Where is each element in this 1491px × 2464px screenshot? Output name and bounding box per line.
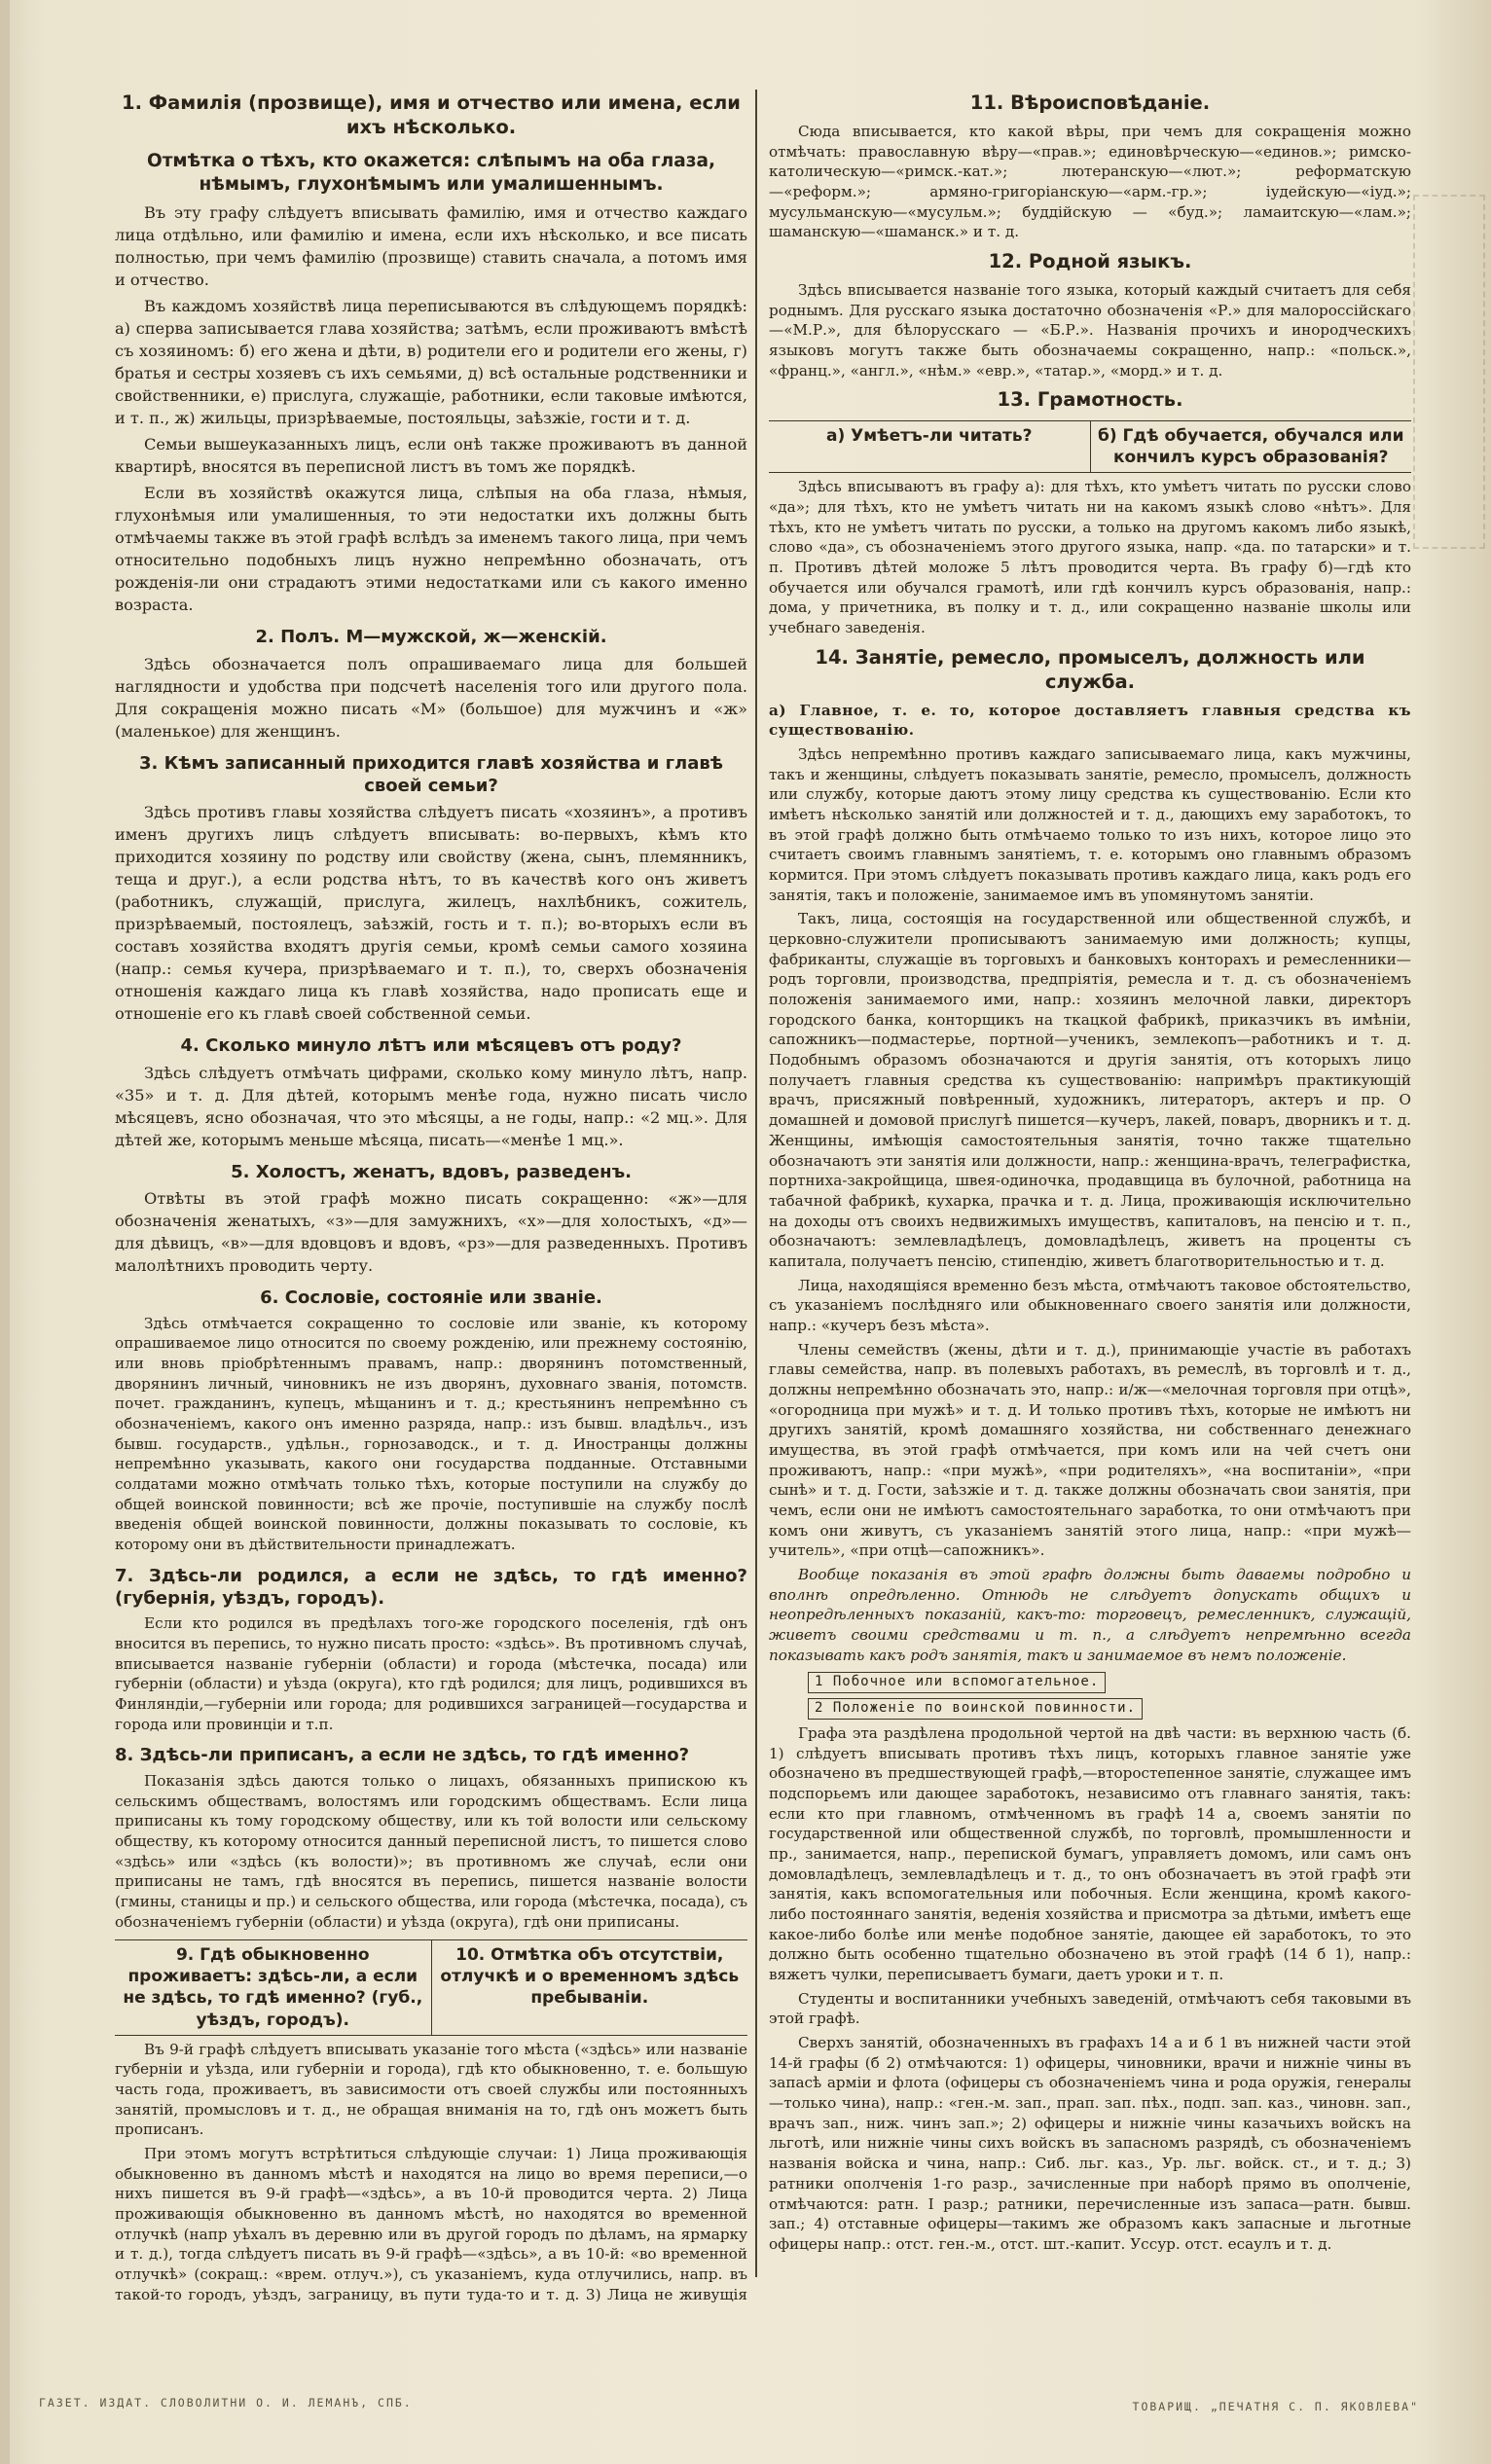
section-14b-headers [808,1669,1411,1720]
section-7-title: 7. Здѣсь-ли родился, а если не здѣсь, то гдѣ именно? (губернія, уѣздъ, городъ). [115,1565,747,1610]
section-4-title: 4. Сколько минуло лѣтъ или мѣсяцевъ отъ роду? [180,1035,682,1057]
section-14a-heading: а) Главное, т. е. то, которое доставляетъ главныя средства къ существованію. [769,701,1411,740]
section-13a-title: а) Умѣетъ-ли читать? [825,426,1033,447]
section-6-paragraph: Здѣсь отмѣчается сокращенно то сословіе или званіе, къ которому опрашиваемое лицо относится по своему рожденію, или прежнему состоянію, или вновь пріобрѣтеннымъ правамъ, напр.: дворянинъ потомственный, дворянинъ личный, чиновникъ не изъ дворянъ, духовнаго званія, потомств. почет. гражданинъ, купецъ, мѣщанинъ и т. д.; крестьянинъ непремѣнно съ обозначеніемъ, какого онъ именно разряда, напр.: изъ бывш. владѣльч., изъ бывш. государств., удѣльн., горнозаводск., и т. д. Иностранцы должны непремѣнно указывать, какого они государства подданные. Отставными солдатами можно отмѣчать только тѣхъ, которые поступили на службу до общей воинской повинности; всѣ же прочіе, поступившіе на службу послѣ введенія общей воинской повинности, должны показывать то сословіе, къ которому они въ дѣйствительности принадлежатъ. [115,1314,747,1553]
section-14b1-heading: 1 Побочное или вспомогательное. [808,1672,1106,1693]
left-column [115,84,747,2302]
section-13-title: 13. Грамотность. [997,388,1183,412]
section-8-title: 8. Здѣсь-ли приписанъ, а если не здѣсь, то гдѣ именно? [115,1745,690,1766]
section-13b-title: б) Гдѣ обучается, обучался или кончилъ курсъ образованія? [1098,426,1404,468]
section-12-title: 12. Родной языкъ. [988,249,1192,272]
archive-stamp-mark [1413,195,1485,549]
section-14b2-heading: 2 Положеніе по воинской повинности. [808,1698,1143,1720]
section-5-title: 5. Холостъ, женатъ, вдовъ, разведенъ. [231,1161,632,1182]
section-1-subtitle: Отмѣтка о тѣхъ, кто окажется: слѣпымъ на оба глаза, нѣмымъ, глухонѣмымъ или умалишеннымъ. [146,150,716,195]
section-14-paragraph: Вообще показанія въ этой графѣ должны быть даваемы подробно и вполнѣ опредѣленно. Отнюдь не слѣдуетъ допускать общихъ и неопредѣленныхъ показаній, какъ-то: торговецъ, ремесленникъ, служащій, живетъ своими средствами и т. п., а слѣдуетъ непремѣнно всегда показывать какъ родъ занятія, такъ и занимаемое въ немъ положеніе. [769,1565,1411,1664]
section-1-paragraph: Въ каждомъ хозяйствѣ лица переписываются въ слѣдующемъ порядкѣ: а) сперва записывается глава хозяйства; затѣмъ, если проживаютъ вмѣстѣ съ хозяиномъ: б) его жена и дѣти, в) родители его и родители его жены, г) братья и сестры хозяевъ съ ихъ семьями, д) всѣ остальные родственники и свойственники, е) прислуга, служащіе, работники, если таковые имѣются, и т. п., ж) жильцы, призрѣваемые, постояльцы, заѣзжіе, гости и т. д. [115,297,747,428]
section-10-title: 10. Отмѣтка объ отсутствіи, отлучкѣ и о временномъ здѣсь пребываніи. [440,1945,740,2009]
section-7-paragraph: Если кто родился въ предѣлахъ того-же городского поселенія, гдѣ онъ вносится въ перепись, то нужно писать просто: «здѣсь». Въ противномъ случаѣ, вписывается названіе губерніи (области) и города (мѣстечка, посада) или губерніи (области) и уѣзда (округа), кто гдѣ родился; для лицъ, родившихся въ Финляндіи,—губерніи или города; для родившихся заграницей—государства и города или провинціи и т.п. [115,1614,747,1733]
printer-imprint-right: ТОВАРИЩ. „ПЕЧАТНЯ С. П. ЯКОВЛЕВА" [1132,2400,1419,2413]
section-14-paragraph: Члены семействъ (жены, дѣти и т. д.), принимающіе участіе въ работахъ главы семейства, напр. въ полевыхъ работахъ, въ ремеслѣ, въ торговлѣ и т. д., должны непремѣнно обозначать это, напр.: и/ж—«мелочная торговля при отцѣ», «огородница при мужѣ» и т. д. И только противъ тѣхъ, которые не имѣютъ ни другихъ занятій, кромѣ домашняго хозяйства, ни собственнаго денежнаго имущества, въ этой графѣ отмѣчается, при комъ или на чей счетъ они проживаютъ, напр.: «при мужѣ», «при родителяхъ», «на воспитаніи», «при сынѣ» и т. д. Гости, заѣзжіе и т. д. также должны обозначать свои занятія, при чемъ, если они не имѣютъ самостоятельнаго заработка, то они отмѣчаютъ при комъ они живутъ, съ указаніемъ занятій этого лица, напр.: «при мужѣ—учитель», «при отцѣ—сапожникъ». [769,1340,1411,1560]
printer-imprint-left: ГАЗЕТ. ИЗДАТ. СЛОВОЛИТНИ О. И. ЛЕМАНЪ, СПБ. [39,2396,413,2410]
section-3-title: 3. Кѣмъ записанный приходится главѣ хозяйства и главѣ своей семьи? [139,752,723,797]
section-14-paragraph: Графа эта раздѣлена продольной чертой на двѣ части: въ верхнюю часть (б. 1) слѣдуетъ вписывать противъ тѣхъ лицъ, которыхъ главное занятіе уже обозначено въ предшествующей графѣ,—второстепенное занятіе, служащее имъ подспорьемъ или дающее заработокъ, независимо отъ главнаго занятія, такъ: если кто при главномъ, отмѣченномъ въ графѣ 14 а, своемъ занятіи по государственной или общественной службѣ, по торговлѣ, промышленности и пр., занимается, напр., перепиской бумагъ, управляетъ домомъ, или самъ онъ домовладѣлецъ, землевладѣлецъ и т. д., то онъ обозначаетъ въ этой графѣ эти занятія, какъ вспомогательныя или побочныя. Если женщина, кромѣ какого-либо постояннаго занятія, веденія хозяйства и присмотра за дѣтьми, имѣетъ еще какое-либо болѣе или менѣе подобное занятіе, дающее ей заработокъ, то это должно быть особенно тщательно обозначено въ этой графѣ (14 б 1), напр.: вяжетъ чулки, переписываетъ бумаги, даетъ уроки и т. п. [769,1724,1411,1984]
section-6-title: 6. Сословіе, состояніе или званіе. [260,1287,602,1309]
section-14-paragraph: Студенты и воспитанники учебныхъ заведеній, отмѣчаютъ себя таковыми въ этой графѣ. [769,1989,1411,2028]
section-1-paragraph: Если въ хозяйствѣ окажутся лица, слѣпыя на оба глаза, нѣмыя, глухонѣмыя или умалишенныя, то эти недостатки ихъ должны быть отмѣчаемы также въ этой графѣ вслѣдъ за именемъ такого лица, при чемъ относительно подобныхъ лицъ нужно непремѣнно обозначать, отъ рожденія-ли они страдаютъ этими недостатками или съ какого именно возраста. [115,484,747,615]
section-14-paragraph: Здѣсь непремѣнно противъ каждаго записываемаго лица, какъ мужчины, такъ и женщины, слѣдуетъ показывать занятіе, ремесло, промыселъ, должность или службу, которые даютъ этому лицу средства къ существованію. Если кто имѣетъ нѣсколько занятій или должностей и т. д., дающихъ ему заработокъ, то въ этой графѣ должно быть отмѣчаемо только то изъ нихъ, которое лицо это считаетъ своимъ главнымъ занятіемъ, т. е. которымъ оно главнымъ образомъ кормится. При этомъ слѣдуетъ показывать противъ каждаго лица, какъ родъ его занятія, такъ и положеніе, занимаемое имъ въ упомянутомъ занятіи. [769,745,1411,904]
paper-edge [0,0,10,2464]
section-11-title: 11. Вѣроисповѣданіе. [969,91,1211,114]
sections-9-10-header [115,1939,747,2035]
section-2-paragraph: Здѣсь обозначается полъ опрашиваемаго лица для большей наглядности и удобства при подсчетѣ населенія того или другого пола. Для сокращенія можно писать «М» (большое) для мужчинъ и «ж» (маленькое) для женщинъ. [115,654,747,741]
section-12-paragraph: Здѣсь вписывается названіе того языка, который каждый считаетъ для себя роднымъ. Для русскаго языка достаточно обозначенія «Р.» для малороссійскаго—«М.Р.», для бѣлорусскаго — «Б.Р.». Названія прочихъ и инородческихъ языковъ могутъ также быть обозначаемы сокращенно, напр.: «польск.», «франц.», «англ.», «нѣм.» «евр.», «татар.», «морд.» и т. д. [769,280,1411,380]
section-9-paragraph: Въ 9-й графѣ слѣдуетъ вписывать указаніе того мѣста («здѣсь» или названіе губерніи и уѣзда, или губерніи и города), гдѣ кто обыкновенно, т. е. большую часть года, проживаетъ, въ зависимости отъ своей службы или постоянныхъ занятій, промысловъ и т. д., не обращая вниманія на то, гдѣ онъ можетъ быть прописанъ. [115,2040,747,2139]
column-divider [755,90,757,2277]
section-14-paragraph: Лица, находящіяся временно безъ мѣста, отмѣчаютъ таковое обстоятельство, съ указаніемъ послѣдняго или обыкновеннаго своего занятія или должности, напр.: «кучеръ безъ мѣста». [769,1276,1411,1334]
section-13-subheaders [769,420,1411,473]
section-2-title: 2. Полъ. М—мужской, ж—женскій. [255,627,607,648]
section-1-paragraph: Семьи вышеуказанныхъ лицъ, если онѣ также проживаютъ въ данной квартирѣ, вносятся въ переписной листъ въ томъ же порядкѣ. [115,435,747,477]
section-1-title: 1. Фамилія (прозвище), имя и отчество или имена, если ихъ нѣсколько. [122,91,741,138]
section-5-paragraph: Отвѣты въ этой графѣ можно писать сокращенно: «ж»—для обозначенія женатыхъ, «з»—для замужнихъ, «х»—для холостыхъ, «д»—для дѣвицъ, «в»—для вдовцовъ и вдовъ, «рз»—для разведенныхъ. Противъ малолѣтнихъ проводить черту. [115,1189,747,1276]
section-11-paragraph: Сюда вписывается, кто какой вѣры, при чемъ для сокращенія можно отмѣчать: православную вѣру—«прав.»; единовѣрческую—«единов.»; римско-католическую—«римск.-кат.»; лютеранскую—«лют.»; реформатскую—«реформ.»; армяно-григоріанскую—«арм.-гр.»; іудейскую—«іуд.»; мусульманскую—«мусульм.»; буддійскую — «буд.»; ламаитскую—«лам.»; шаманскую—«шаманск.» и т. д. [769,122,1411,241]
section-13-paragraph: Здѣсь вписываютъ въ графу а): для тѣхъ, кто умѣетъ читать по русски слово «да»; для тѣхъ, кто не умѣетъ читать ни на какомъ языкѣ слово «нѣтъ». Для тѣхъ, кто не умѣетъ читать по русски, а только на другомъ какомъ либо языкѣ, слово «да», съ обозначеніемъ этого другого языка, напр. «да. по татарски» и т. п. Противъ дѣтей моложе 5 лѣтъ проводится черта. Въ графу б)—гдѣ кто обучается или обучался грамотѣ, или гдѣ кончилъ курсъ образованія, напр.: дома, у причетника, въ полку и т. д., или сокращенно названіе школы или учебнаго заведенія. [769,478,1411,637]
section-9-paragraph: При этомъ могутъ встрѣтиться слѣдующіе случаи: 1) Лица проживающія обыкновенно въ данномъ мѣстѣ и находятся на лицо во время переписи,—о нихъ пишется въ 9-й графѣ—«здѣсь», а въ 10-й проводится черта. 2) Лица проживающія обыкновенно въ данномъ мѣстѣ, но находятся во временной отлучкѣ (напр уѣхалъ въ деревню или въ другой городъ по дѣламъ, на ярмарку и т. д.), тогда слѣдуетъ писать въ 9-й графѣ—«здѣсь», а въ 10-й: «во временной отлучкѣ» (сокращ.: «врем. отлуч.»), съ указаніемъ, куда отлучились, напр. въ такой-то городъ, уѣздъ, заграницу, въ пути туда-то и т. д. 3) Лица не живущія [115,2144,747,2302]
section-9-title: 9. Гдѣ обыкновенно проживаетъ: здѣсь-ли, а если не здѣсь, то гдѣ именно? (губ., уѣздъ, городъ). [123,1945,423,2030]
section-14-paragraph: Сверхъ занятій, обозначенныхъ въ графахъ 14 а и б 1 въ нижней части этой 14-й графы (б 2) отмѣчаются: 1) офицеры, чиновники, врачи и нижніе чины въ запасѣ арміи и флота (офицеры съ обозначеніемъ чина и рода оружія, генералы—только чина), напр.: «ген.-м. зап., прап. зап. пѣх., подп. зап. каз., чиновн. зап., врачъ зап., ниж. чинъ зап.»; 2) офицеры и нижніе чины казачьихъ войскъ на льготѣ, или нижніе чины сихъ войскъ въ запасномъ разрядѣ, съ обозначеніемъ названія войска и чина, напр.: Сиб. льг. каз., Ур. льг. войск. ст., и т. д.; 3) ратники ополченія 1-го разр., зачисленные при наборѣ прямо въ ополченіе, отмѣчаются: ратн. I разр.; ратники, перечисленные изъ запаса—ратн. бывш. зап.; 4) отставные офицеры—такимъ же образомъ какъ запасные и льготные офицеры напр.: отст. ген.-м., отст. шт.-капит. Уссур. отст. есаулъ и т. д. [769,2034,1411,2253]
section-1-paragraph: Въ эту графу слѣдуетъ вписывать фамилію, имя и отчество каждаго лица отдѣльно, или фамилію и имена, если ихъ нѣсколько, и все писать полностью, при чемъ фамилію (прозвище) ставить сначала, а потомъ имя и отчество. [115,203,747,290]
right-column [769,84,1411,2312]
section-4-paragraph: Здѣсь слѣдуетъ отмѣчать цифрами, сколько кому минуло лѣтъ, напр. «35» и т. д. Для дѣтей, которымъ менѣе года, нужно писать число мѣсяцевъ, ясно обозначая, что это мѣсяцы, а не годы, напр.: «2 мц.». Для дѣтей же, которымъ меньше мѣсяца, писать—«менѣе 1 мц.». [115,1063,747,1149]
section-14-paragraph: Такъ, лица, состоящія на государственной или общественной службѣ, и церковно-служители прописываютъ занимаемую ими должность; купцы, фабриканты, служащіе въ торговыхъ и банковыхъ конторахъ и ремесленники—родъ торговли, производства, предпріятія, ремесла и т. д. съ обозначеніемъ положенія занимаемого ими, напр.: хозяинъ мелочной лавки, директоръ городского банка, конторщикъ на ткацкой фабрикѣ, приказчикъ въ имѣніи, сапожникъ—подмастерье, портной—ученикъ, землекопъ—работникъ и т. д. Подобнымъ образомъ обозначаются и другія занятія, отъ которыхъ лицо получаетъ главныя средства къ существованію: напримѣръ практикующій врачъ, присяжный повѣренный, художникъ, литераторъ, актеръ и пр. О домашней и домовой прислугѣ пишется—кучеръ, лакей, поваръ, дворникъ и т. д. Женщины, имѣющія самостоятельныя занятія, точно также тщательно обозначаютъ эти занятія или должности, напр.: женщина-врачъ, телеграфистка, портниха-закройщица, швея-одиночка, продавщица въ булочной, работница на табачной фабрикѣ, кухарка, прачка и т. д. Лица, проживающія исключительно на доходы отъ своихъ недвижимыхъ имуществъ, капиталовъ, на пенсію и т. п., обозначаютъ: землевладѣлецъ, домовладѣлецъ, живетъ на проценты съ капитала, получаетъ пенсію, стипендію, живетъ благотворительностью и т. д. [769,910,1411,1270]
section-14-title: 14. Занятіе, ремесло, промыселъ, должность или служба. [815,645,1365,693]
section-8-paragraph: Показанія здѣсь даются только о лицахъ, обязанныхъ припискою къ сельскимъ обществамъ, волостямъ или городскимъ обществамъ. Если лица приписаны къ тому городскому обществу, или къ той волости или сельскому обществу, къ которому относится данный переписной листъ, то пишется слово «здѣсь» или «здѣсь (къ волости)»; въ противномъ же случаѣ, если они приписаны не тамъ, гдѣ вносятся въ перепись, пишется названіе волости (гмины, станицы и пр.) и сельского общества, или города (мѣстечка, посада), съ обозначеніемъ губерніи (области) и уѣзда (округа), гдѣ они приписаны. [115,1771,747,1931]
section-3-paragraph: Здѣсь противъ главы хозяйства слѣдуетъ писать «хозяинъ», а противъ именъ другихъ лицъ слѣдуетъ вписывать: во-первыхъ, кѣмъ кто приходится хозяину по родству или свойству (жена, сынъ, племянникъ, теща и друг.), а если родства нѣтъ, то въ качествѣ кого онъ живетъ (работникъ, служащій, прислуга, жилецъ, нахлѣбникъ, сожитель, призрѣваемый, постоялецъ, заѣзжій, гость и т. п.); во-вторыхъ если въ составъ хозяйства входятъ другія семьи, кромѣ семьи самого хозяина (напр.: семья кучера, призрѣваемаго и т. п.), то, сверхъ обозначенія отношенія каждаго лица къ главѣ хозяйства, надо прописать еще и отношеніе его къ главѣ своей собственной семьи. [115,803,747,1024]
